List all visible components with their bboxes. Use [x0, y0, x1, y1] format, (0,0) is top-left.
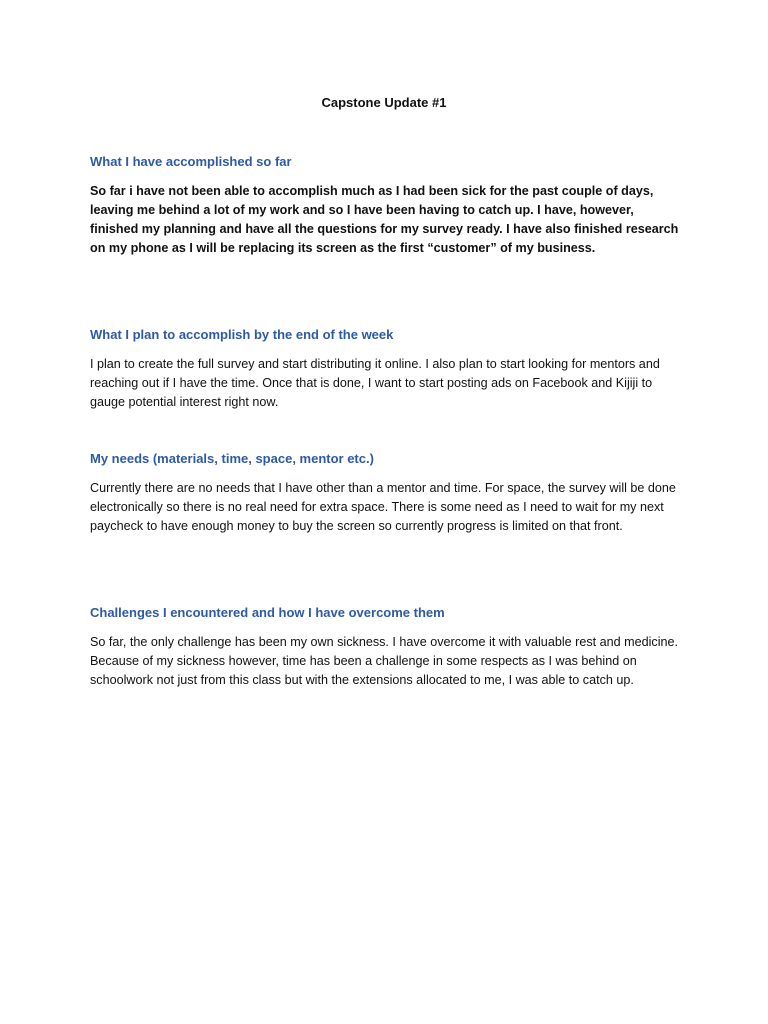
page-title: Capstone Update #1 [321, 95, 447, 110]
section-needs [90, 450, 680, 536]
section-heading: Challenges I encountered and how I have overcome them [90, 605, 445, 620]
section-challenges [90, 604, 680, 690]
section-heading: My needs (materials, time, space, mentor etc.) [90, 451, 374, 466]
section-body: I plan to create the full survey and start distributing it online. I also plan to start looking for mentors and reaching out if I have the time. Once that is done, I want to start posting ads on Facebook and Kijiji to gauge potential interest right now. [90, 357, 660, 409]
section-accomplished [90, 153, 680, 258]
section-body: So far, the only challenge has been my own sickness. I have overcome it with valuable rest and medicine. Because of my sickness however, time has been a challenge in some respects as I was behind on schoolwork not just from this class but with the extensions allocated to me, I was able to catch up. [90, 635, 679, 687]
section-heading: What I have accomplished so far [90, 154, 292, 169]
section-body: So far i have not been able to accomplish much as I had been sick for the past couple of days, leaving me behind a lot of my work and so I have been having to catch up. I have, however, finished my planning and have all the questions for my survey ready. I have also finished research on my phone as I will be replacing its screen as the first “customer” of my business. [90, 184, 679, 255]
section-plan [90, 326, 680, 412]
section-heading: What I plan to accomplish by the end of the week [90, 327, 394, 342]
section-body: Currently there are no needs that I have other than a mentor and time. For space, the survey will be done electronically so there is no real need for extra space. There is some need as I need to wait for my next paycheck to have enough money to buy the screen so currently progress is limited on that front. [90, 481, 676, 533]
